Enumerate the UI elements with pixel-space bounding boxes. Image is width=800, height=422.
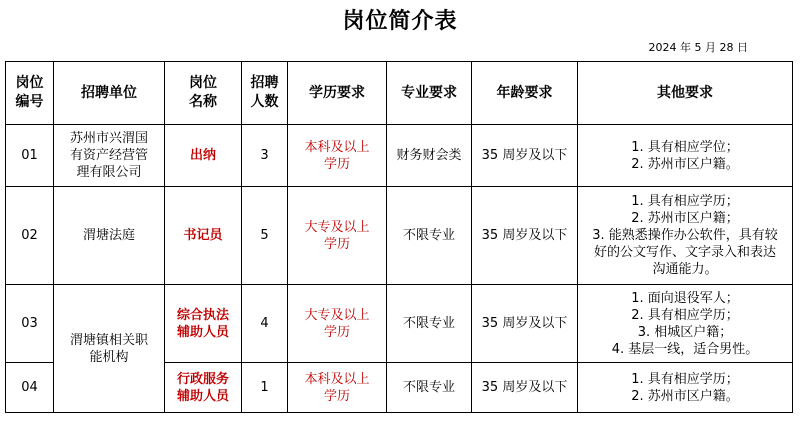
table-row [6,187,793,285]
position-name: 出纳 [165,125,242,187]
major-requirement: 不限专业 [387,285,472,363]
header-hiring-unit: 招聘单位 [54,62,165,125]
position-id: 04 [6,363,54,413]
position-name: 行政服务 辅助人员 [165,363,242,413]
other-requirements: 1. 具有相应学位； 2. 苏州市区户籍。 [578,125,793,187]
table-header-row [6,62,793,125]
position-id: 02 [6,187,54,285]
other-requirements: 1. 具有相应学历； 2. 苏州市区户籍； 3. 能熟悉操作办公软件，具有较 好的公文写作、文字录入和表达 沟通能力。 [578,187,793,285]
other-requirements: 1. 面向退役军人； 2. 具有相应学历； 3. 相城区户籍； 4. 基层一线，适合男性。 [578,285,793,363]
education-requirement: 大专及以上 学历 [288,187,387,285]
age-requirement: 35 周岁及以下 [472,125,578,187]
positions-table [5,61,793,413]
education-requirement: 本科及以上 学历 [288,125,387,187]
position-name: 综合执法 辅助人员 [165,285,242,363]
header-education: 学历要求 [288,62,387,125]
education-requirement: 本科及以上 学历 [288,363,387,413]
header-position-name: 岗位 名称 [165,62,242,125]
document-title: 岗位简介表 [342,8,458,34]
hiring-unit: 渭塘法庭 [54,187,165,285]
education-requirement: 大专及以上 学历 [288,285,387,363]
position-id: 01 [6,125,54,187]
header-age: 年龄要求 [472,62,578,125]
major-requirement: 财务财会类 [387,125,472,187]
header-major: 专业要求 [387,62,472,125]
major-requirement: 不限专业 [387,187,472,285]
hiring-count: 5 [242,187,288,285]
hiring-unit: 苏州市兴渭国 有资产经营管 理有限公司 [54,125,165,187]
table-row [6,125,793,187]
header-other: 其他要求 [578,62,793,125]
position-name: 书记员 [165,187,242,285]
major-requirement: 不限专业 [387,363,472,413]
table-row [6,285,793,363]
hiring-unit: 渭塘镇相关职 能机构 [54,285,165,413]
age-requirement: 35 周岁及以下 [472,187,578,285]
age-requirement: 35 周岁及以下 [472,285,578,363]
hiring-count: 3 [242,125,288,187]
other-requirements: 1. 具有相应学历； 2. 苏州市区户籍。 [578,363,793,413]
hiring-count: 1 [242,363,288,413]
document-date: 2024 年 5 月 28 日 [648,41,748,54]
age-requirement: 35 周岁及以下 [472,363,578,413]
header-position-id: 岗位 编号 [6,62,54,125]
header-hiring-count: 招聘 人数 [242,62,288,125]
hiring-count: 4 [242,285,288,363]
position-id: 03 [6,285,54,363]
